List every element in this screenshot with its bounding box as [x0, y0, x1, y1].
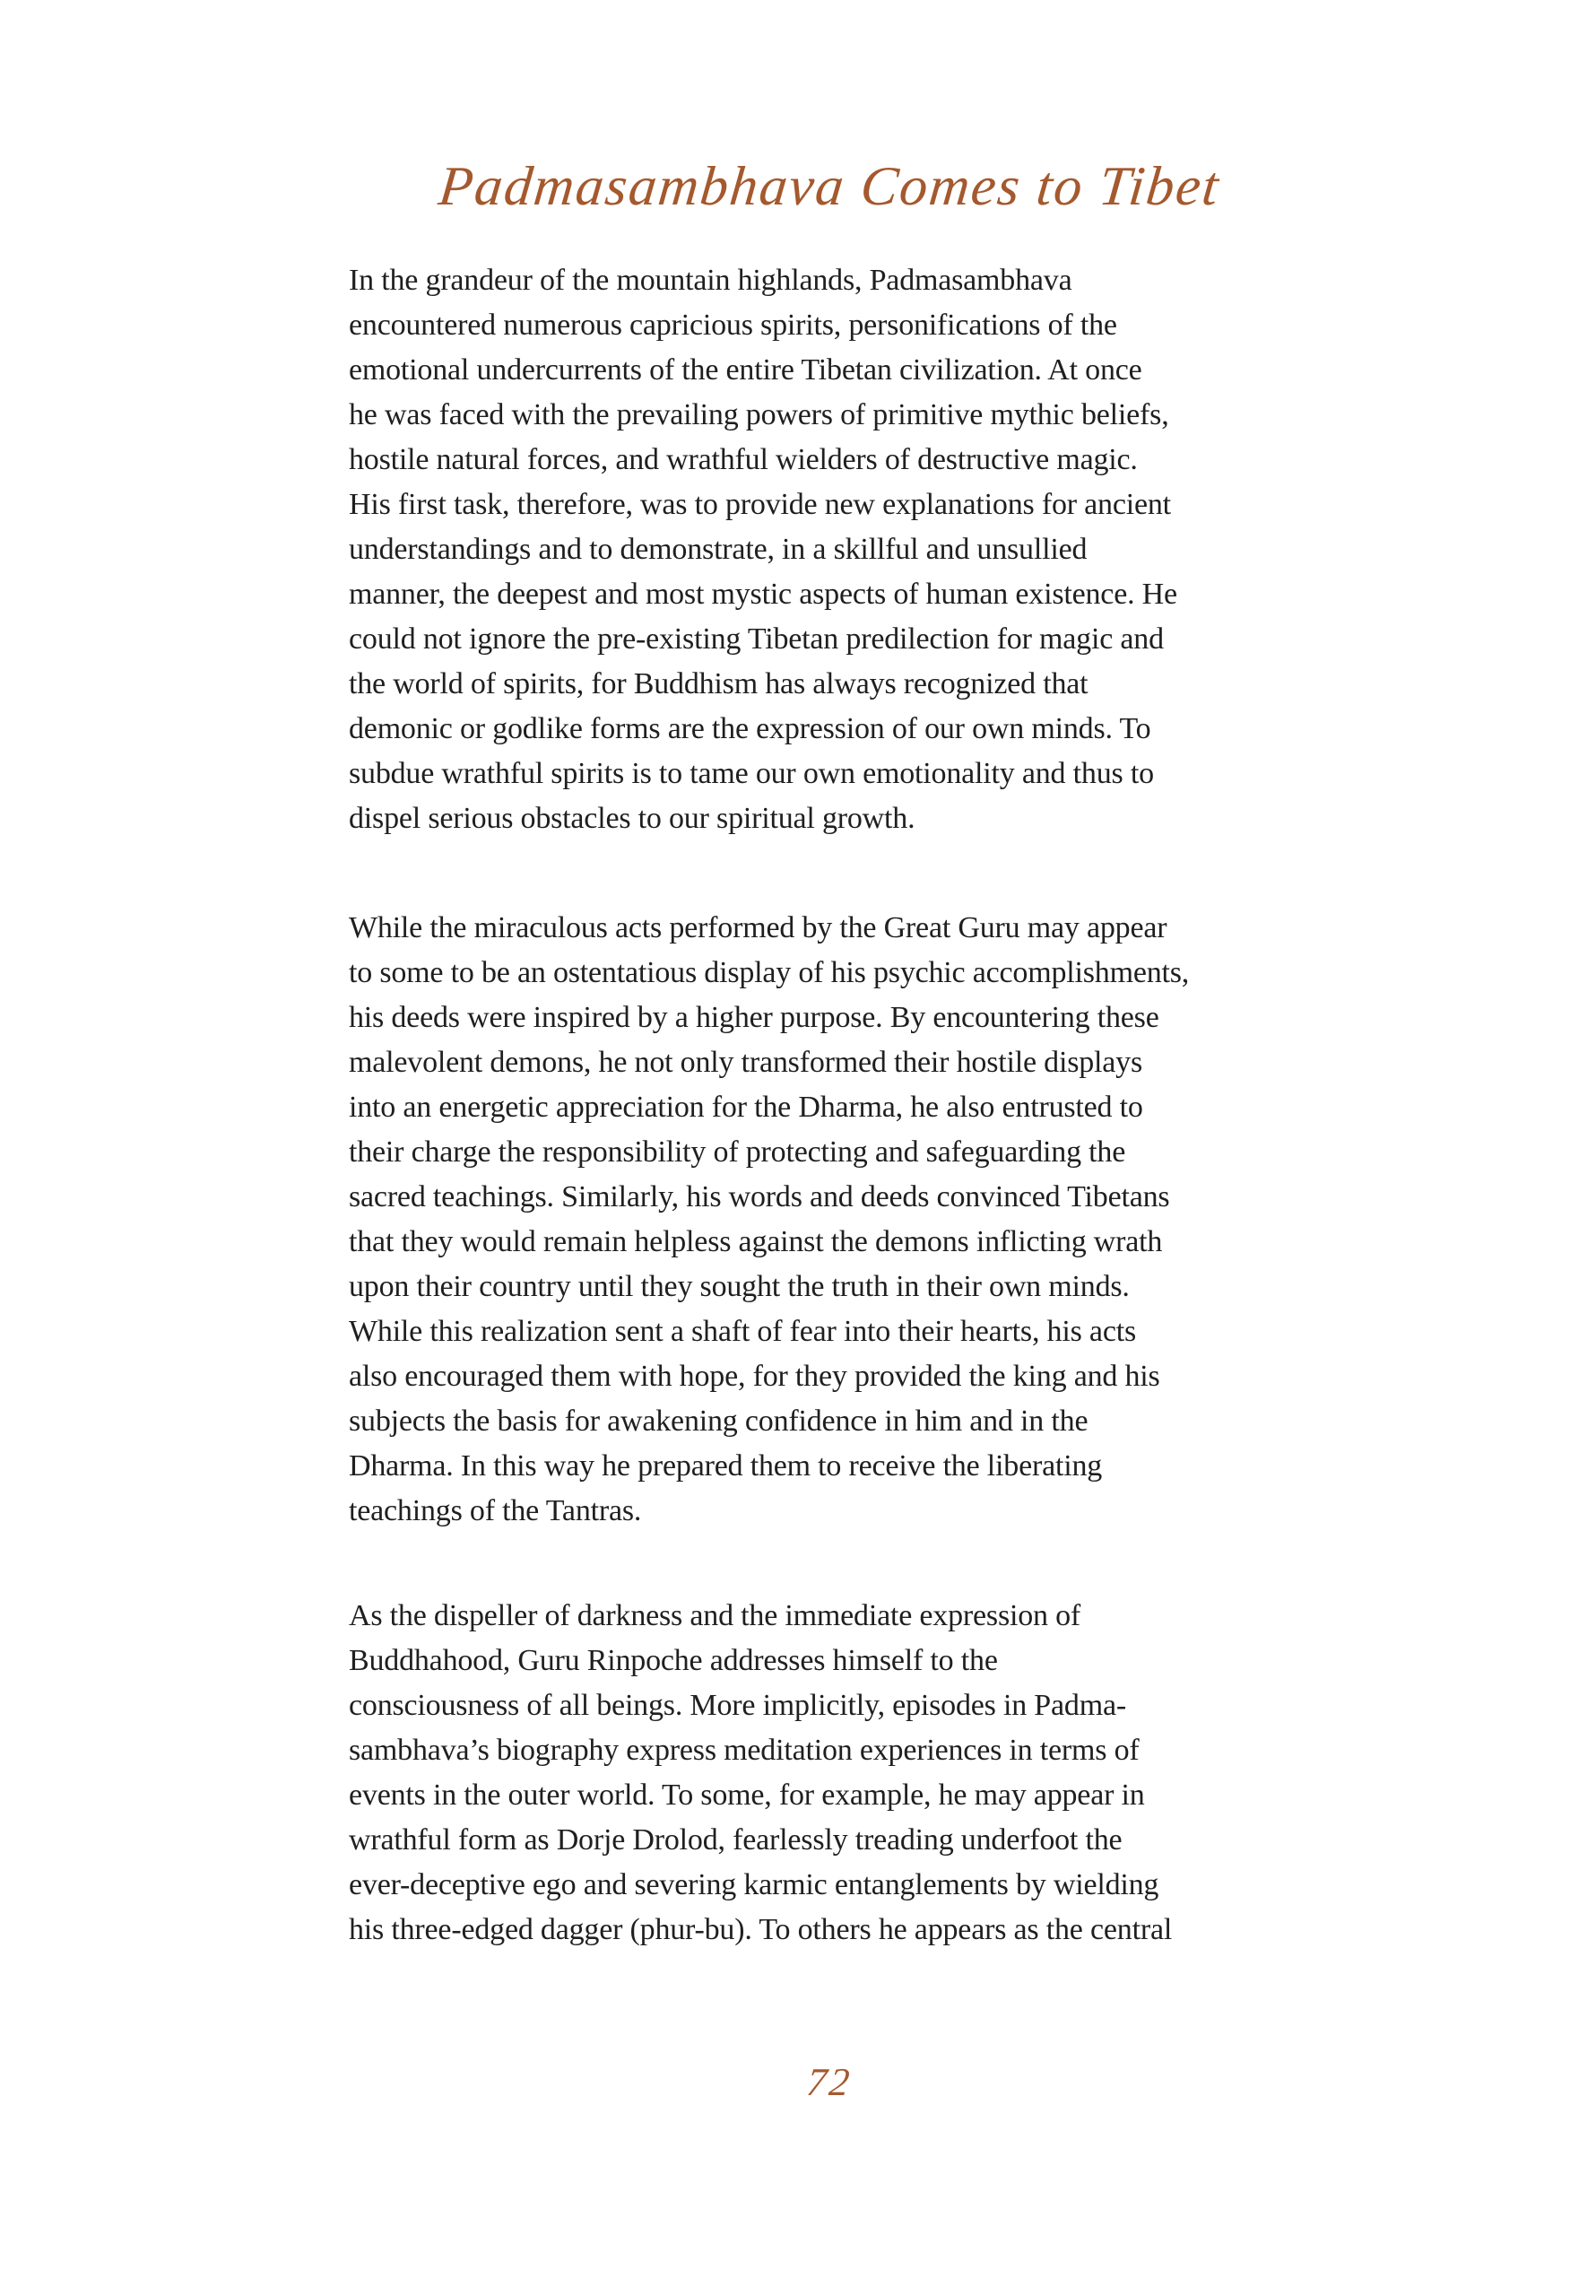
chapter-title: Padmasambhava Comes to Tibet [436, 156, 1223, 217]
page-number: 72 [804, 2060, 854, 2104]
paragraph-3: As the dispeller of darkness and the immediate expression of Buddhahood, Guru Rinpoche addresses himself to the consciousness of all beings. More implicitly, episodes in Padma- sambhava’s biography express meditation experiences in terms of events in the outer world. To some, for example, he may appear in wrathful form as Dorje Drolod, fearlessly treading underfoot the ever-deceptive ego and severing karmic entanglements by wielding his three-edged dagger (phur-bu). To others he appears as the central [349, 1599, 1173, 1946]
paragraph-2: While the miraculous acts performed by the Great Guru may appear to some to be an ostentatious display of his psychic accomplishments, his deeds were inspired by a higher purpose. By encountering these malevolent demons, he not only transformed their hostile displays into an energetic appreciation for the Dharma, he also entrusted to their charge the responsibility of protecting and safeguarding the sacred teachings. Similarly, his words and deeds convinced Tibetans that they would remain helpless against the demons inflicting wrath upon their country until they sought the truth in their own minds. While this realization sent a shaft of fear into their hearts, his acts also encouraged them with hope, for they provided the king and his subjects the basis for awakening confidence in him and in the Dharma. In this way he prepared them to receive the liberating teachings of the Tantras. [349, 911, 1190, 1527]
paragraph-1: In the grandeur of the mountain highlands, Padmasambhava encountered numerous capricious spirits, personifications of the emotional undercurrents of the entire Tibetan civilization. At once he was faced with the prevailing powers of primitive mythic beliefs, hostile natural forces, and wrathful wielders of destructive magic. His first task, therefore, was to provide new explanations for ancient understandings and to demonstrate, in a skillful and unsullied manner, the deepest and most mystic aspects of human existence. He could not ignore the pre-existing Tibetan predilection for magic and the world of spirits, for Buddhism has always recognized that demonic or godlike forms are the expression of our own minds. To subdue wrathful spirits is to tame our own emotionality and thus to dispel serious obstacles to our spiritual growth. [349, 264, 1177, 835]
